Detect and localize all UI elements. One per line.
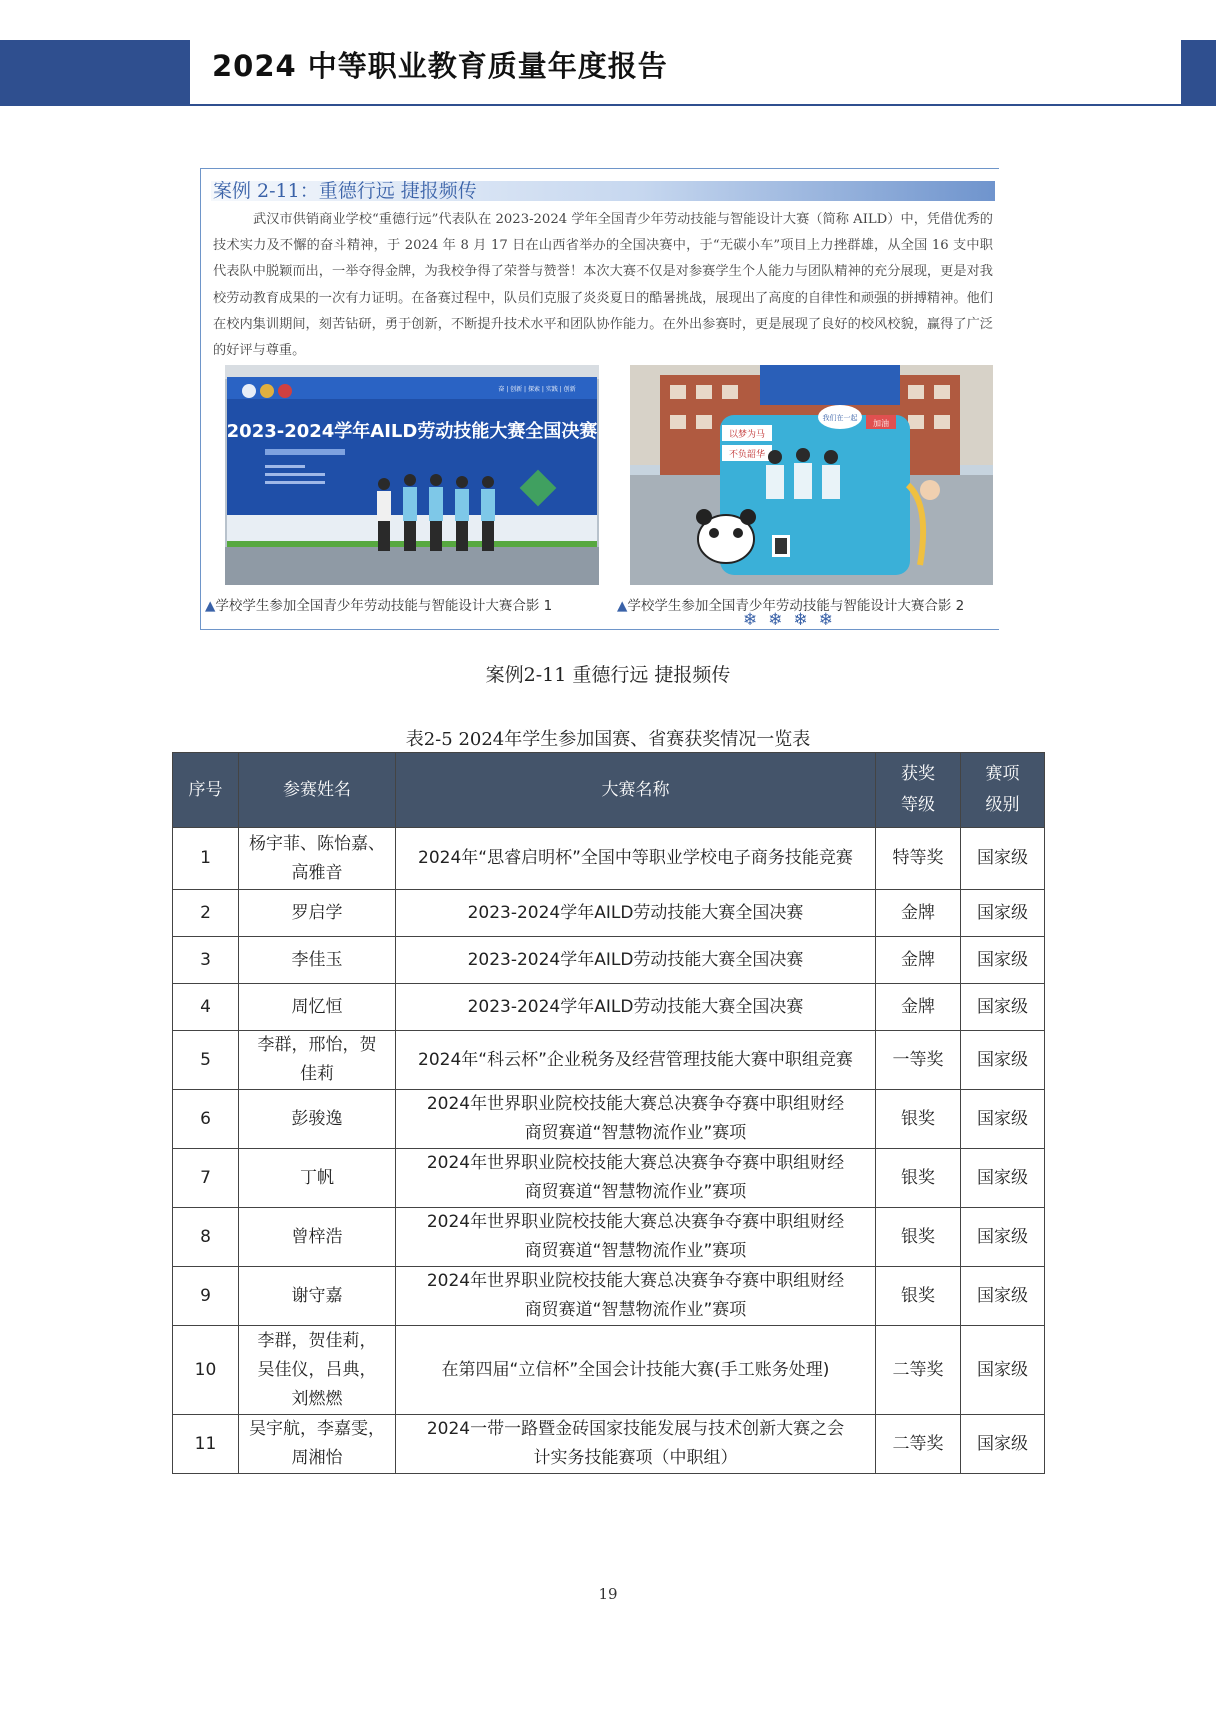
caption-marker-1: ▲ bbox=[205, 598, 216, 614]
cell-level: 国家级 bbox=[961, 1415, 1045, 1474]
photo1-banner-title: 2023-2024学年AILD劳动技能大赛全国决赛 bbox=[226, 421, 598, 442]
cell-competition: 2024年世界职业院校技能大赛总决赛争夺赛中职组财经 商贸赛道“智慧物流作业”赛项 bbox=[396, 1267, 876, 1326]
table-row bbox=[173, 1208, 1045, 1267]
cell-index: 3 bbox=[173, 937, 239, 984]
table-header-row bbox=[173, 753, 1045, 828]
cell-names: 杨宇菲、陈怡嘉、 高雅音 bbox=[239, 828, 396, 890]
caption-text-2: 学校学生参加全国青少年劳动技能与智能设计大赛合影 2 bbox=[627, 598, 965, 614]
cell-competition: 2023-2024学年AILD劳动技能大赛全国决赛 bbox=[396, 890, 876, 937]
header-rule bbox=[190, 104, 1181, 106]
case-title: 案例 2-11：重德行远 捷报频传 bbox=[213, 180, 477, 202]
cell-award: 金牌 bbox=[876, 890, 961, 937]
header-left-bar bbox=[0, 40, 190, 106]
cell-level: 国家级 bbox=[961, 1090, 1045, 1149]
table-header-cell: 大赛名称 bbox=[396, 753, 876, 828]
cell-level: 国家级 bbox=[961, 1149, 1045, 1208]
photo-panda-cutout bbox=[630, 365, 993, 585]
table-header-cell: 序号 bbox=[173, 753, 239, 828]
cell-award: 金牌 bbox=[876, 937, 961, 984]
cell-competition: 在第四届“立信杯”全国会计技能大赛(手工账务处理) bbox=[396, 1326, 876, 1415]
cell-names: 李群，邢怡，贺 佳莉 bbox=[239, 1031, 396, 1090]
table-row bbox=[173, 984, 1045, 1031]
photo2-sign-3: 我们在一起 bbox=[822, 414, 858, 422]
cell-index: 4 bbox=[173, 984, 239, 1031]
cell-index: 2 bbox=[173, 890, 239, 937]
table-row bbox=[173, 1415, 1045, 1474]
report-title: 2024 中等职业教育质量年度报告 bbox=[212, 49, 668, 83]
table-row bbox=[173, 890, 1045, 937]
cell-names: 谢守嘉 bbox=[239, 1267, 396, 1326]
page-number: 19 bbox=[598, 1585, 618, 1603]
cell-level: 国家级 bbox=[961, 1208, 1045, 1267]
cell-award: 银奖 bbox=[876, 1149, 961, 1208]
cell-index: 8 bbox=[173, 1208, 239, 1267]
cell-competition: 2024一带一路暨金砖国家技能发展与技术创新大赛之会 计实务技能赛项（中职组） bbox=[396, 1415, 876, 1474]
cell-level: 国家级 bbox=[961, 828, 1045, 890]
caption-marker-2: ▲ bbox=[617, 598, 628, 614]
cell-award: 金牌 bbox=[876, 984, 961, 1031]
cell-award: 二等奖 bbox=[876, 1326, 961, 1415]
cell-award: 特等奖 bbox=[876, 828, 961, 890]
cell-names: 李佳玉 bbox=[239, 937, 396, 984]
cell-names: 吴宇航，李嘉雯， 周湘怡 bbox=[239, 1415, 396, 1474]
table-caption: 表2-5 2024年学生参加国赛、省赛获奖情况一览表 bbox=[405, 729, 811, 750]
cell-level: 国家级 bbox=[961, 1326, 1045, 1415]
cell-index: 6 bbox=[173, 1090, 239, 1149]
cell-names: 罗启学 bbox=[239, 890, 396, 937]
case-body-text: 武汉市供销商业学校“重德行远”代表队在 2023-2024 学年全国青少年劳动技能与智能设计大赛（简称 AILD）中，凭借优秀的技术实力及不懈的奋斗精神，于 2024 年 8 月 17 日在山西省举办的全国决赛中，于“无碳小车”项目上力挫群雄，从全国 16 支中职代表队中脱颖而出，一举夺得金牌，为我校争得了荣誉与赞誉！本次大赛不仅是对参赛学生个人能力与团队精神的充分展现，更是对我校劳动教育成果的一次有力证明。在备赛过程中，队员们克服了炎炎夏日的酷暑挑战，展现出了高度的自律性和顽强的拼搏精神。他们在校内集训期间，刻苦钻研，勇于创新，不断提升技术水平和团队协作能力。在外出参赛时，更是展现了良好的校风校貌，赢得了广泛的好评与尊重。 bbox=[213, 212, 993, 359]
cell-competition: 2023-2024学年AILD劳动技能大赛全国决赛 bbox=[396, 937, 876, 984]
cell-names: 曾梓浩 bbox=[239, 1208, 396, 1267]
awards-table-body bbox=[173, 828, 1045, 1474]
table-row bbox=[173, 1031, 1045, 1090]
cell-index: 9 bbox=[173, 1267, 239, 1326]
table-row bbox=[173, 1267, 1045, 1326]
cell-competition: 2024年世界职业院校技能大赛总决赛争夺赛中职组财经 商贸赛道“智慧物流作业”赛项 bbox=[396, 1090, 876, 1149]
cell-index: 7 bbox=[173, 1149, 239, 1208]
cell-names: 丁帆 bbox=[239, 1149, 396, 1208]
table-header-cell: 获奖 等级 bbox=[876, 753, 961, 828]
cell-level: 国家级 bbox=[961, 1031, 1045, 1090]
cell-competition: 2024年“思睿启明杯”全国中等职业学校电子商务技能竞赛 bbox=[396, 828, 876, 890]
case-study-box bbox=[200, 168, 999, 630]
cell-award: 银奖 bbox=[876, 1208, 961, 1267]
photo-group-banner bbox=[225, 365, 599, 585]
table-row bbox=[173, 1326, 1045, 1415]
cell-level: 国家级 bbox=[961, 890, 1045, 937]
table-row bbox=[173, 1090, 1045, 1149]
figure-caption: 案例2-11 重德行远 捷报频传 bbox=[485, 664, 731, 686]
cell-index: 1 bbox=[173, 828, 239, 890]
awards-table bbox=[172, 752, 1045, 1474]
cell-award: 银奖 bbox=[876, 1090, 961, 1149]
table-row bbox=[173, 828, 1045, 890]
photo-caption-1 bbox=[205, 594, 552, 614]
header-right-bar bbox=[1181, 40, 1216, 106]
cell-award: 二等奖 bbox=[876, 1415, 961, 1474]
table-header-cell: 赛项 级别 bbox=[961, 753, 1045, 828]
cell-level: 国家级 bbox=[961, 984, 1045, 1031]
cell-index: 11 bbox=[173, 1415, 239, 1474]
cell-award: 银奖 bbox=[876, 1267, 961, 1326]
cell-competition: 2023-2024学年AILD劳动技能大赛全国决赛 bbox=[396, 984, 876, 1031]
caption-text-1: 学校学生参加全国青少年劳动技能与智能设计大赛合影 1 bbox=[215, 598, 553, 614]
photo1-tagline: 奋 | 创新 | 探索 | 实践 | 创新 bbox=[498, 386, 576, 393]
photo2-sign-1: 以梦为马 bbox=[728, 430, 766, 440]
cell-competition: 2024年“科云杯”企业税务及经营管理技能大赛中职组竞赛 bbox=[396, 1031, 876, 1090]
photo2-sign-4: 加油 bbox=[873, 419, 889, 428]
cell-competition: 2024年世界职业院校技能大赛总决赛争夺赛中职组财经 商贸赛道“智慧物流作业”赛项 bbox=[396, 1208, 876, 1267]
table-row bbox=[173, 937, 1045, 984]
cell-names: 李群，贺佳莉， 吴佳仪，吕典， 刘燃燃 bbox=[239, 1326, 396, 1415]
cell-level: 国家级 bbox=[961, 1267, 1045, 1326]
table-header-cell: 参赛姓名 bbox=[239, 753, 396, 828]
table-row bbox=[173, 1149, 1045, 1208]
cell-index: 5 bbox=[173, 1031, 239, 1090]
snowflake-ornament: ❄❄❄❄ bbox=[743, 610, 844, 630]
cell-index: 10 bbox=[173, 1326, 239, 1415]
cell-competition: 2024年世界职业院校技能大赛总决赛争夺赛中职组财经 商贸赛道“智慧物流作业”赛项 bbox=[396, 1149, 876, 1208]
cell-level: 国家级 bbox=[961, 937, 1045, 984]
cell-names: 周忆恒 bbox=[239, 984, 396, 1031]
photo2-sign-2: 不负韶华 bbox=[728, 450, 766, 460]
cell-names: 彭骏逸 bbox=[239, 1090, 396, 1149]
cell-award: 一等奖 bbox=[876, 1031, 961, 1090]
